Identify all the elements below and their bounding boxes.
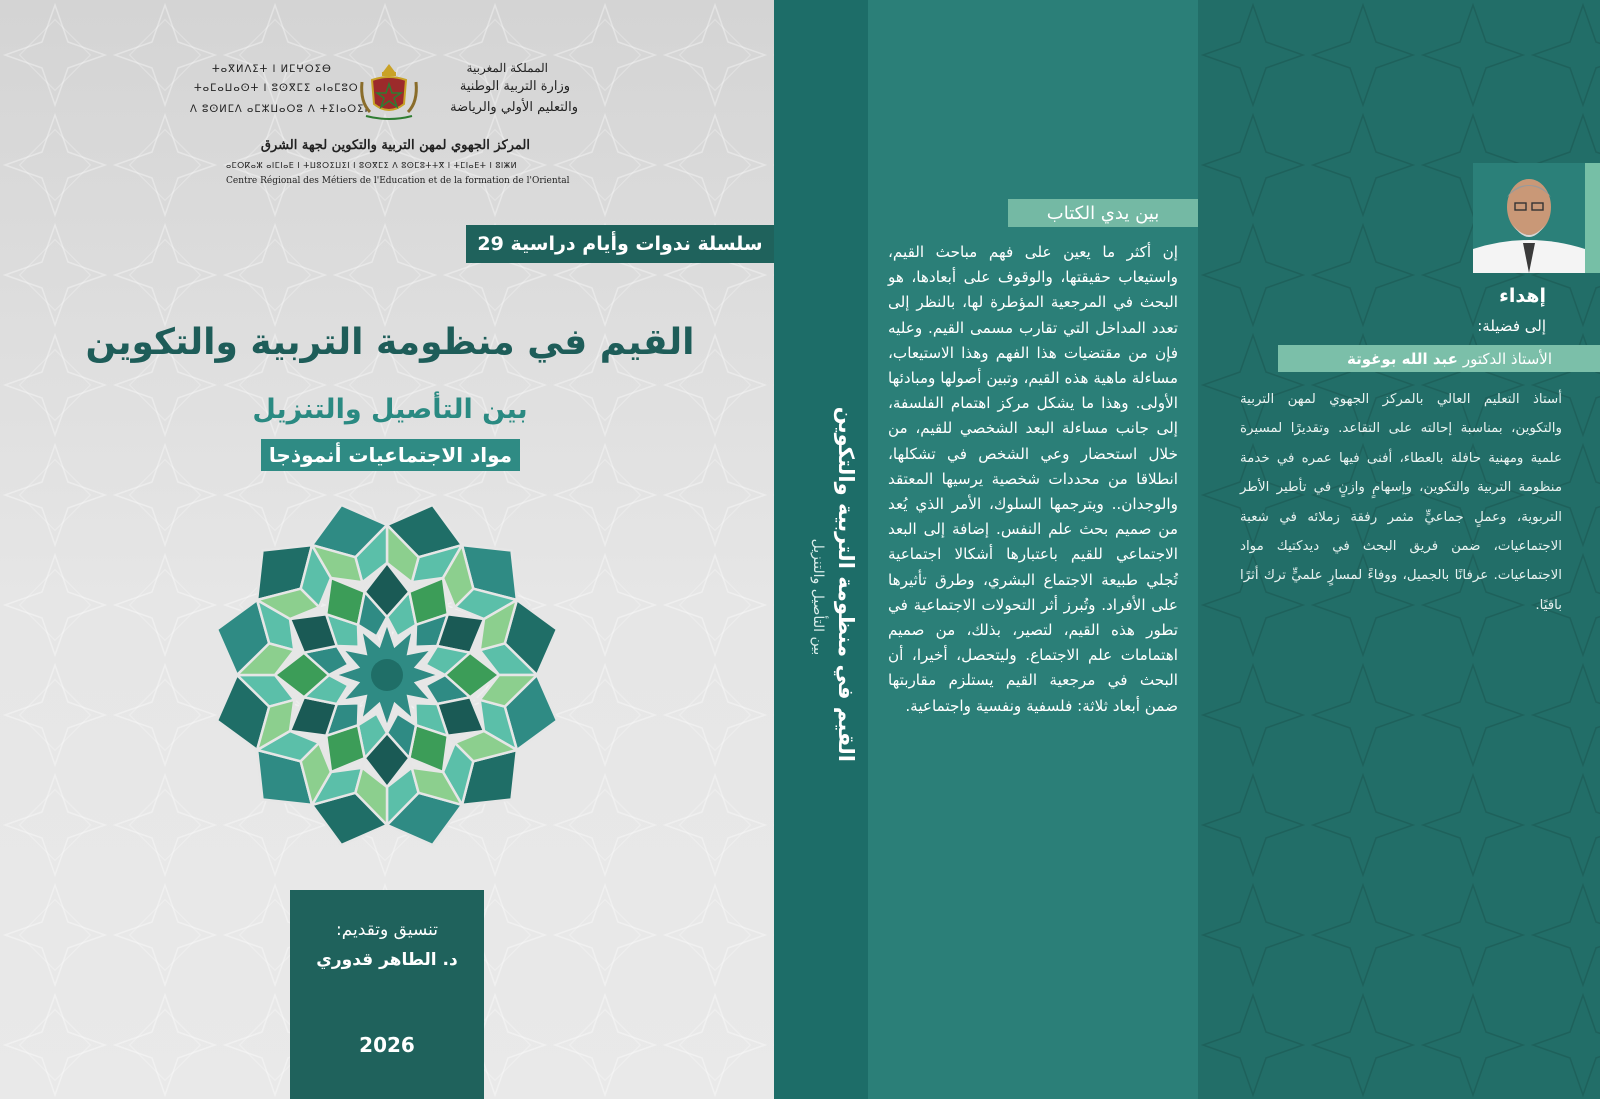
photo-accent-bar [1585,163,1600,273]
back-section-title: بين يدي الكتاب [1008,199,1198,227]
book-subtitle: بين التأصيل والتنزيل [252,394,528,425]
front-cover [0,0,774,1099]
dedicatee-name: عبد الله بوغوتة [1347,349,1458,368]
center-name-fr: Centre Régional des Métiers de l'Education et de la formation de l'Oriental [226,176,570,186]
spine-title: القيم في منظومة التربية والتكوين [834,406,858,762]
editor-box [290,890,484,1099]
dedication-title: إهداء [1499,285,1546,307]
author-photo [1473,163,1585,273]
editor-name: د. الطاهر قدوري [316,950,458,970]
publication-year: 2026 [359,1033,415,1057]
back-body-text: إن أكثر ما يعين على فهم مباحث القيم، واستيعاب حقيقتها، والوقوف على أبعادها، هو البحث في المرجعية المؤطرة لها، بالنظر إلى تعدد المداخل التي تقارب مسمى القيم. وعليه فإن من مقتضيات هذا الفهم وهذا الاستيعاب، مساءلة ماهية هذه القيم، وتبين أصولها ومبادئها الأولى. وهذا ما يشكل مركز اهتمام الفلسفة، إلى جانب مساءلة البعد الشخصي للقيم، من خلال استحضار وعي الشخص في تشكلها، انطلاقا من محددات شخصية يرسيها المعتقد والوجدان.. ويترجمها السلوك، الأمر الذي يُعد من صميم بحث علم النفس. إضافة إلى البعد الاجتماعي للقيم باعتبارها أشكالا اجتماعية تُجلي طبيعة الاجتماع البشري، وطرق تأثيرها على الأفراد. وتُبرز أثر التحولات الاجتماعية في تطور هذه القيم، لتصير، بذلك، من صميم اهتمامات علم الاجتماع. وليتحصل، أخيرا، أن البحث في مرجعية القيم يستلزم مقاربتها ضمن أبعاد ثلاثة: فلسفية ونفسية واجتماعية. [888,243,1178,715]
dedication-to: إلى فضيلة: [1477,317,1546,335]
series-label: سلسلة ندوات وأيام دراسية 29 [466,225,774,263]
geometric-rosette-icon [208,485,566,865]
book-title: القيم في منظومة التربية والتكوين [85,322,695,363]
center-name-ar: المركز الجهوي لمهن التربية والتكوين لجهة الشرق [260,138,530,153]
ministry-label: وزارة التربية الوطنية [459,79,570,94]
kingdom-label: المملكة المغربية [466,61,548,75]
portrait-icon [1473,163,1585,273]
dedicatee-honorific: الأستاذ الدكتور [1462,349,1552,368]
center-name-tifinagh: ⴰⵎⵔⴽⴰⵣ ⴰⵏⵎⵏⴰⴹ ⵏ ⵜⵡⵓⵔⵉⵡⵉⵏ ⵏ ⵓⵙⴳⵎⵉ ⴷ ⵓⵙⵎⵓⵜⵜⴳ ⵏ ⵜⵎⵏⴰⴹⵜ ⵏ ⵓⵏⵥⵍ [226,161,518,170]
tifinagh-line-1: ⵜⴰⴳⵍⴷⵉⵜ ⵏ ⵍⵎⵖⵔⵉⴱ [212,64,332,75]
tifinagh-line-2: ⵜⴰⵎⴰⵡⴰⵙⵜ ⵏ ⵓⵙⴳⵎⵉ ⴰⵏⴰⵎⵓⵔ [194,83,359,94]
royal-emblem-icon [358,62,420,122]
editor-label: تنسيق وتقديم: [336,920,438,940]
dedication-body: أستاذ التعليم العالي بالمركز الجهوي لمهن التربية والتكوين، بمناسبة إحالته على التقاعد. وتقديرًا لمسيرة علمية ومهنية حافلة بالعطاء، أفنى فيها عمره في خدمة منظومة التربية والتكوين، وإسهامٍ وازنٍ في تأطير الأطر التربوية، وعملٍ جماعيٍّ مثمر رفقة زملائه في شعبة الاجتماعيات، ضمن فريق البحث في ديدكتيك مواد الاجتماعيات. عرفانًا بالجميل، ووفاءً لمسارٍ علميٍّ ترك أثرًا باقيًا. [1240,392,1562,613]
tifinagh-line-3: ⴷ ⵓⵙⵍⵎⴷ ⴰⵎⵣⵡⴰⵔⵓ ⴷ ⵜⵉⵏⴰⵔⵉⵏ [190,104,369,115]
ministry-label-2: والتعليم الأولي والرياضة [450,100,578,115]
dedicatee-bar [1278,345,1600,372]
spine-subtitle: بين التأصيل والتنزيل [810,538,826,656]
subject-badge: مواد الاجتماعيات أنموذجا [261,439,520,471]
spine-text [778,406,870,762]
ministry-header [190,58,590,198]
